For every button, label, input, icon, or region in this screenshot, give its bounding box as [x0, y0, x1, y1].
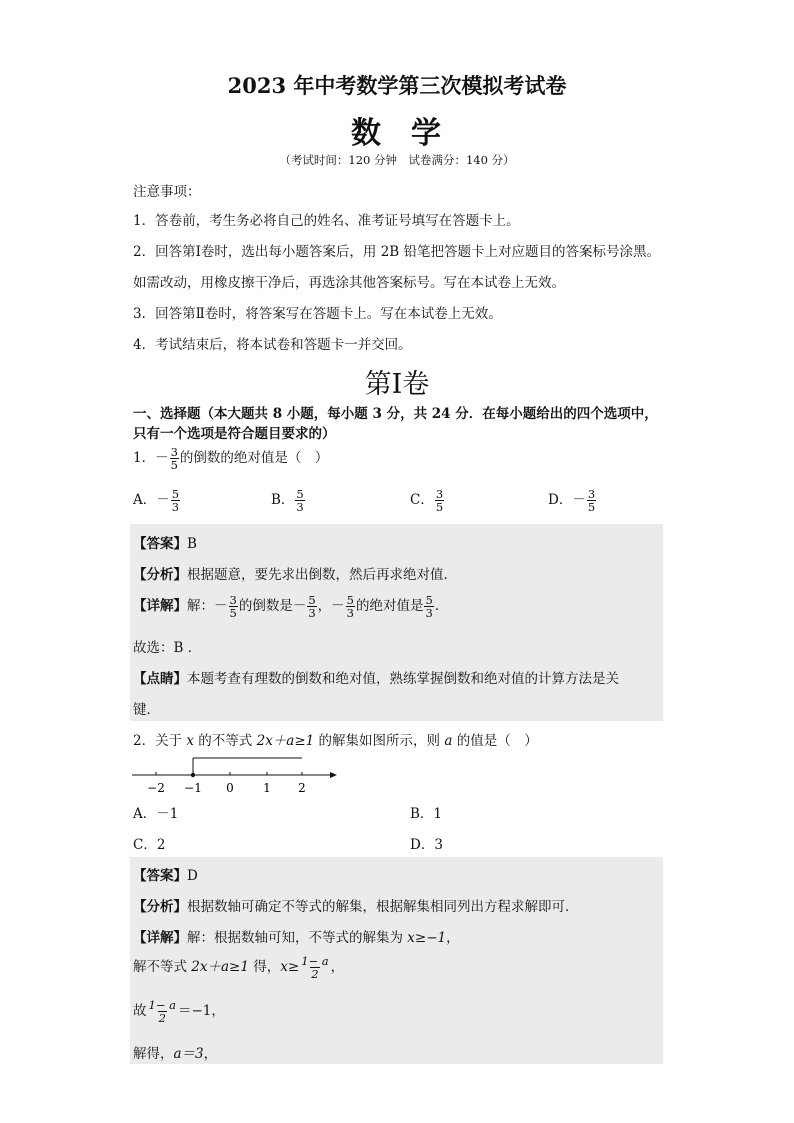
section-title: 第Ⅰ卷	[364, 369, 430, 400]
notice-item: 4．考试结束后，将本试卷和答题卡一并交回。	[133, 337, 412, 353]
analysis-line: 【分析】根据题意，要先求出倒数，然后再求绝对值．	[133, 567, 457, 583]
detail-line: 解得，a＝3，	[133, 1046, 218, 1062]
option-c[interactable]: C．2	[133, 837, 166, 853]
axis-arrow	[330, 772, 337, 778]
question-1-stem: 1．－ $\frac{3}{5}$ 的倒数的绝对值是（ ）	[133, 445, 329, 473]
detail-line: 【详解】解：根据数轴可知，不等式的解集为 x≥−1，	[133, 930, 460, 946]
number-line-figure	[130, 752, 340, 796]
detail-line: 故 $\frac{1- a}{2}$ ＝−1，	[133, 998, 225, 1026]
tick-label: 1	[263, 781, 271, 795]
option-b[interactable]: B． $\frac{5}{3}$	[271, 487, 304, 515]
tick-label: −1	[184, 781, 202, 795]
option-d[interactable]: D．－ $\frac{3}{5}$	[548, 487, 596, 515]
detail-line: 【详解】解：－ $\frac{3}{5}$ 的倒数是－ $\frac{5}{3}$ ，－ $\frac{5}{3}$ 的绝对值是 $\frac{5}{3}$ ．	[133, 593, 449, 621]
option-d[interactable]: D．3	[410, 837, 443, 853]
subject-title: 数 学	[351, 116, 443, 151]
section-instruction: 只有一个选项是符合题目要求的）	[133, 426, 336, 442]
analysis-line: 【分析】根据数轴可确定不等式的解集，根据解集相同列出方程求解即可．	[133, 899, 579, 915]
tick-label: 2	[298, 781, 306, 795]
question-2-stem: 2．关于 x 的不等式 2x＋a≥1 的解集如图所示，则 a 的值是（ ）	[133, 733, 538, 749]
option-a[interactable]: A．－1	[133, 806, 179, 822]
section-instruction: 一、选择题（本大题共 8 小题，每小题 3 分，共 24 分．在每小题给出的四个选项中，	[133, 406, 658, 422]
option-a[interactable]: A．－ $\frac{5}{3}$	[133, 487, 180, 515]
solution-box	[130, 524, 663, 721]
tick-label: −2	[147, 781, 165, 795]
fraction: $\frac{3}{5}$	[170, 445, 178, 473]
exam-title: 2023 年中考数学第三次模拟考试卷	[227, 73, 567, 98]
notice-item: 2．回答第Ⅰ卷时，选出每小题答案后，用 2B 铅笔把答题卡上对应题目的答案标号涂黑。	[133, 244, 661, 260]
option-b[interactable]: B．1	[410, 806, 443, 822]
exam-info: （考试时间：120 分钟 试卷满分：140 分）	[279, 153, 515, 167]
notice-item: 1．答卷前，考生务必将自己的姓名、准考证号填写在答题卡上。	[133, 213, 520, 229]
answer-line: 【答案】B	[133, 536, 197, 552]
comment-line: 键．	[133, 702, 160, 718]
solid-point	[191, 773, 195, 777]
comment-line: 【点睛】本题考查有理数的倒数和绝对值，熟练掌握倒数和绝对值的计算方法是关	[133, 671, 619, 687]
detail-line: 解不等式 2x＋a≥1 得，x≥ $\frac{1- a}{2}$ ，	[133, 954, 345, 982]
choice-line: 故选：B ．	[133, 640, 202, 656]
notice-heading: 注意事项：	[133, 184, 201, 200]
answer-line: 【答案】D	[133, 868, 198, 884]
notice-item: 3．回答第Ⅱ卷时，将答案写在答题卡上。写在本试卷上无效。	[133, 306, 502, 322]
option-c[interactable]: C． $\frac{3}{5}$	[410, 487, 444, 515]
notice-item: 如需改动，用橡皮擦干净后，再选涂其他答案标号。写在本试卷上无效。	[133, 275, 565, 291]
tick-label: 0	[226, 781, 234, 795]
